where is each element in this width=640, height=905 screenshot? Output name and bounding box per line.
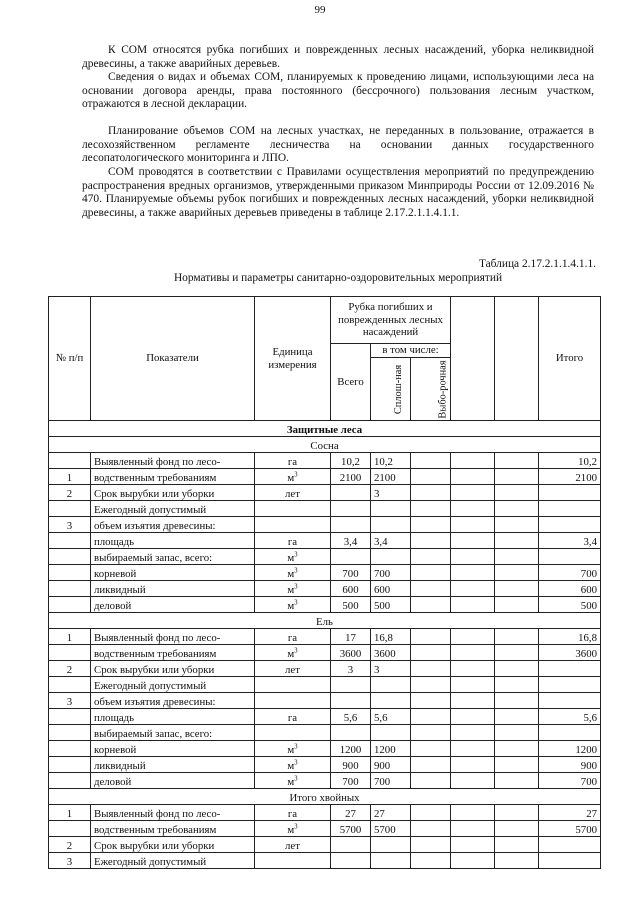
cell-clear: 900 [371,757,411,773]
cell-total: 900 [539,757,601,773]
cell-num [49,757,91,773]
cell-num [49,741,91,757]
header-clear [371,358,411,421]
cell-total: 500 [539,597,601,613]
cell-felling-total: 600 [331,581,371,597]
cell-indicator: Срок вырубки или уборки [91,661,255,677]
header-selective [411,358,451,421]
cell-indicator: Ежегодный допустимый [91,501,255,517]
cell-unit [255,837,331,853]
cell-felling-total: 700 [331,773,371,789]
cell-clear: 3600 [371,645,411,661]
cell-indicator: объем изъятия древесины: [91,693,255,709]
cell-selective [411,501,451,517]
cell-total: 10,2 [539,453,601,469]
table-row [49,821,601,837]
sanitary-measures-table [48,296,601,869]
cell-felling-total: 5700 [331,821,371,837]
cell-illiquid [495,693,539,709]
cell-emergency [451,485,495,501]
cell-emergency [451,581,495,597]
cell-num [49,565,91,581]
cell-num [49,709,91,725]
table-row [49,485,601,501]
cell-num: 2 [49,837,91,853]
cell-felling-total [331,677,371,693]
cell-illiquid [495,853,539,869]
cell-clear: 500 [371,597,411,613]
cell-unit [255,597,331,613]
cell-num: 1 [49,805,91,821]
unit-text: м [287,744,295,756]
cell-clear [371,693,411,709]
cell-total [539,517,601,533]
cell-indicator: площадь [91,709,255,725]
table-row [49,629,601,645]
cell-clear: 27 [371,805,411,821]
cell-unit [255,629,331,645]
cell-clear: 5,6 [371,709,411,725]
table-row [49,725,601,741]
cell-emergency [451,837,495,853]
cell-selective [411,581,451,597]
header-illiquid [495,297,539,421]
cell-emergency [451,549,495,565]
table-row [49,757,601,773]
cell-unit [255,725,331,741]
section-title: Защитные леса [49,421,601,437]
cell-felling-total: 3 [331,661,371,677]
table-number: Таблица 2.17.2.1.1.4.1.1. [478,258,596,270]
cell-selective [411,629,451,645]
header-emergency [451,297,495,421]
cell-indicator: Срок вырубки или уборки [91,837,255,853]
cell-num [49,677,91,693]
cell-indicator: объем изъятия древесины: [91,517,255,533]
cell-total [539,693,601,709]
cell-felling-total: 2100 [331,469,371,485]
cell-clear: 1200 [371,741,411,757]
cell-clear [371,501,411,517]
cell-illiquid [495,821,539,837]
cell-emergency [451,629,495,645]
cell-total [539,661,601,677]
cell-total [539,853,601,869]
cell-emergency [451,757,495,773]
header-total: Итого [539,297,601,421]
cell-total: 600 [539,581,601,597]
cell-total: 5700 [539,821,601,837]
cell-num: 3 [49,693,91,709]
cell-unit [255,453,331,469]
cell-illiquid [495,629,539,645]
cell-unit [255,853,331,869]
table-row [49,501,601,517]
table-title: Нормативы и параметры санитарно-оздоровительных мероприятий [173,272,503,284]
cell-num: 2 [49,485,91,501]
cell-illiquid [495,725,539,741]
cell-felling-total [331,517,371,533]
cell-unit [255,565,331,581]
header-unit: Единица измерения [255,297,331,421]
cell-unit [255,501,331,517]
cell-illiquid [495,453,539,469]
cell-clear: 16,8 [371,629,411,645]
table-row [49,805,601,821]
cell-selective [411,821,451,837]
cell-clear: 3,4 [371,533,411,549]
cell-num [49,821,91,837]
table-row [49,693,601,709]
cell-felling-total [331,837,371,853]
cell-felling-total: 3600 [331,645,371,661]
cell-emergency [451,469,495,485]
cell-num: 1 [49,469,91,485]
cell-selective [411,725,451,741]
header-felling: Рубка погибших и поврежденных лесных насаждений [331,297,451,344]
cell-total: 27 [539,805,601,821]
cell-emergency [451,517,495,533]
table-row [49,837,601,853]
cell-clear: 3 [371,485,411,501]
cell-felling-total: 3,4 [331,533,371,549]
paragraph-4: СОМ проводятся в соответствии с Правилами осуществления мероприятий по предупреждению распространения вредных организмов, утвержденными приказом Минприроды России от 12.09.2016 № 470. Планируемые объемы рубок погибших и поврежденных лесных насаждений, уборки неликвидной древесины, а также аварийных деревьев приведены в таблице 2.17.2.1.1.4.1.1. [82,166,594,219]
cell-illiquid [495,645,539,661]
cell-emergency [451,709,495,725]
cell-unit [255,741,331,757]
header-selective-text: Выбо-рочная [437,360,449,419]
cell-indicator: водственным требованиям [91,645,255,661]
cell-num [49,581,91,597]
cell-unit [255,757,331,773]
unit-superscript: 3 [294,646,298,655]
unit-superscript: 3 [294,566,298,575]
cell-indicator: Срок вырубки или уборки [91,485,255,501]
cell-emergency [451,645,495,661]
table-row [49,453,601,469]
cell-clear [371,837,411,853]
unit-text: м [287,776,295,788]
cell-emergency [451,661,495,677]
cell-unit [255,485,331,501]
cell-num [49,549,91,565]
cell-illiquid [495,485,539,501]
unit-text: га [287,712,298,724]
cell-illiquid [495,501,539,517]
table-row [49,677,601,693]
cell-total [539,677,601,693]
cell-illiquid [495,549,539,565]
paragraph-1: К СОМ относятся рубка погибших и поврежденных лесных насаждений, уборка неликвидной древесины, а также аварийных деревьев. [82,44,594,70]
cell-selective [411,597,451,613]
cell-selective [411,693,451,709]
cell-emergency [451,533,495,549]
header-clear-text: Сплош-ная [393,364,405,414]
cell-illiquid [495,677,539,693]
unit-text: га [287,456,298,468]
cell-indicator: Выявленный фонд по лесо- [91,805,255,821]
unit-text: га [287,632,298,644]
cell-illiquid [495,533,539,549]
table-row [49,741,601,757]
header-felling-total: Всего [331,344,371,421]
unit-text: лет [285,840,300,852]
cell-total: 16,8 [539,629,601,645]
header-num: № п/п [49,297,91,421]
cell-illiquid [495,805,539,821]
cell-selective [411,805,451,821]
paragraph-3: Планирование объемов СОМ на лесных участках, не переданных в пользование, отражается в лесохозяйственном регламенте лесничества на основании данных государственного лесопатологического мониторинга и ЛПО. [82,125,594,165]
cell-unit [255,533,331,549]
cell-total [539,837,601,853]
cell-num [49,501,91,517]
cell-num: 3 [49,853,91,869]
cell-total [539,485,601,501]
cell-unit [255,661,331,677]
cell-total: 5,6 [539,709,601,725]
cell-emergency [451,821,495,837]
cell-num: 1 [49,629,91,645]
cell-emergency [451,805,495,821]
unit-text: м [287,648,295,660]
cell-felling-total [331,853,371,869]
cell-indicator: выбираемый запас, всего: [91,725,255,741]
cell-emergency [451,693,495,709]
cell-selective [411,645,451,661]
cell-unit [255,773,331,789]
cell-indicator: корневой [91,565,255,581]
header-indicator: Показатели [91,297,255,421]
cell-clear [371,853,411,869]
cell-num [49,533,91,549]
cell-selective [411,533,451,549]
cell-indicator: корневой [91,741,255,757]
cell-illiquid [495,597,539,613]
unit-superscript: 3 [294,742,298,751]
cell-total: 1200 [539,741,601,757]
unit-text: га [287,808,298,820]
cell-felling-total: 27 [331,805,371,821]
cell-clear: 5700 [371,821,411,837]
unit-text: м [287,600,295,612]
cell-indicator: деловой [91,773,255,789]
cell-emergency [451,677,495,693]
cell-felling-total: 10,2 [331,453,371,469]
cell-felling-total: 17 [331,629,371,645]
cell-felling-total [331,485,371,501]
unit-text: га [287,536,298,548]
cell-clear [371,725,411,741]
cell-indicator: водственным требованиям [91,469,255,485]
cell-felling-total [331,725,371,741]
cell-selective [411,517,451,533]
cell-illiquid [495,741,539,757]
cell-selective [411,469,451,485]
table-row [49,853,601,869]
cell-felling-total [331,693,371,709]
cell-num: 3 [49,517,91,533]
cell-selective [411,757,451,773]
unit-text: м [287,568,295,580]
unit-text: м [287,824,295,836]
cell-indicator: ликвидный [91,581,255,597]
cell-selective [411,565,451,581]
unit-text: м [287,760,295,772]
paragraph-2: Сведения о видах и объемах СОМ, планируемых к проведению лицами, использующими леса на основании договора аренды, права постоянного (бессрочного) пользования лесным участком, отражаются в лесной декларации. [82,71,594,111]
cell-num [49,645,91,661]
cell-clear: 700 [371,565,411,581]
table-row [49,645,601,661]
cell-num [49,725,91,741]
cell-unit [255,581,331,597]
table-row [49,517,601,533]
table-row [49,533,601,549]
table-row [49,709,601,725]
header-including: в том числе: [371,344,451,358]
cell-unit [255,469,331,485]
table-row [49,565,601,581]
cell-selective [411,661,451,677]
cell-clear: 2100 [371,469,411,485]
unit-superscript: 3 [294,550,298,559]
cell-felling-total: 700 [331,565,371,581]
unit-text: м [287,472,295,484]
cell-emergency [451,565,495,581]
cell-total: 3,4 [539,533,601,549]
cell-felling-total: 500 [331,597,371,613]
cell-unit [255,693,331,709]
cell-felling-total: 5,6 [331,709,371,725]
cell-selective [411,549,451,565]
cell-illiquid [495,773,539,789]
cell-clear: 10,2 [371,453,411,469]
cell-clear [371,677,411,693]
cell-indicator: ликвидный [91,757,255,773]
cell-indicator: Ежегодный допустимый [91,677,255,693]
cell-unit [255,821,331,837]
cell-clear [371,549,411,565]
cell-illiquid [495,837,539,853]
cell-num [49,597,91,613]
cell-unit [255,549,331,565]
cell-selective [411,741,451,757]
cell-selective [411,485,451,501]
cell-selective [411,709,451,725]
cell-clear [371,517,411,533]
cell-emergency [451,853,495,869]
cell-indicator: Выявленный фонд по лесо- [91,453,255,469]
unit-superscript: 3 [294,774,298,783]
cell-emergency [451,453,495,469]
cell-total: 3600 [539,645,601,661]
cell-num: 2 [49,661,91,677]
cell-total: 2100 [539,469,601,485]
cell-emergency [451,597,495,613]
group-title: Итого хвойных [49,789,601,805]
cell-felling-total: 900 [331,757,371,773]
page-number: 99 [314,4,326,16]
unit-superscript: 3 [294,470,298,479]
cell-total: 700 [539,565,601,581]
cell-unit [255,517,331,533]
cell-num [49,453,91,469]
table-row [49,597,601,613]
cell-emergency [451,725,495,741]
unit-superscript: 3 [294,582,298,591]
cell-unit [255,645,331,661]
unit-text: лет [285,488,300,500]
cell-selective [411,853,451,869]
cell-indicator: Ежегодный допустимый [91,853,255,869]
cell-clear: 600 [371,581,411,597]
cell-emergency [451,741,495,757]
cell-indicator: выбираемый запас, всего: [91,549,255,565]
cell-num [49,773,91,789]
cell-illiquid [495,469,539,485]
unit-text: лет [285,664,300,676]
cell-felling-total [331,501,371,517]
unit-superscript: 3 [294,598,298,607]
cell-unit [255,805,331,821]
cell-emergency [451,501,495,517]
cell-illiquid [495,757,539,773]
cell-indicator: водственным требованиям [91,821,255,837]
cell-unit [255,709,331,725]
cell-total [539,725,601,741]
cell-indicator: площадь [91,533,255,549]
table-row [49,469,601,485]
cell-clear: 3 [371,661,411,677]
cell-emergency [451,773,495,789]
unit-superscript: 3 [294,758,298,767]
cell-selective [411,453,451,469]
cell-selective [411,837,451,853]
cell-illiquid [495,581,539,597]
cell-selective [411,677,451,693]
cell-felling-total: 1200 [331,741,371,757]
group-title: Сосна [49,437,601,453]
cell-total [539,501,601,517]
table-row [49,549,601,565]
cell-unit [255,677,331,693]
unit-text: м [287,584,295,596]
cell-felling-total [331,549,371,565]
cell-total [539,549,601,565]
cell-illiquid [495,709,539,725]
cell-indicator: деловой [91,597,255,613]
table-row [49,773,601,789]
cell-selective [411,773,451,789]
cell-illiquid [495,517,539,533]
cell-illiquid [495,565,539,581]
cell-total: 700 [539,773,601,789]
group-title: Ель [49,613,601,629]
cell-illiquid [495,661,539,677]
cell-indicator: Выявленный фонд по лесо- [91,629,255,645]
table-row [49,581,601,597]
unit-text: м [287,552,295,564]
table-row [49,661,601,677]
cell-clear: 700 [371,773,411,789]
unit-superscript: 3 [294,822,298,831]
